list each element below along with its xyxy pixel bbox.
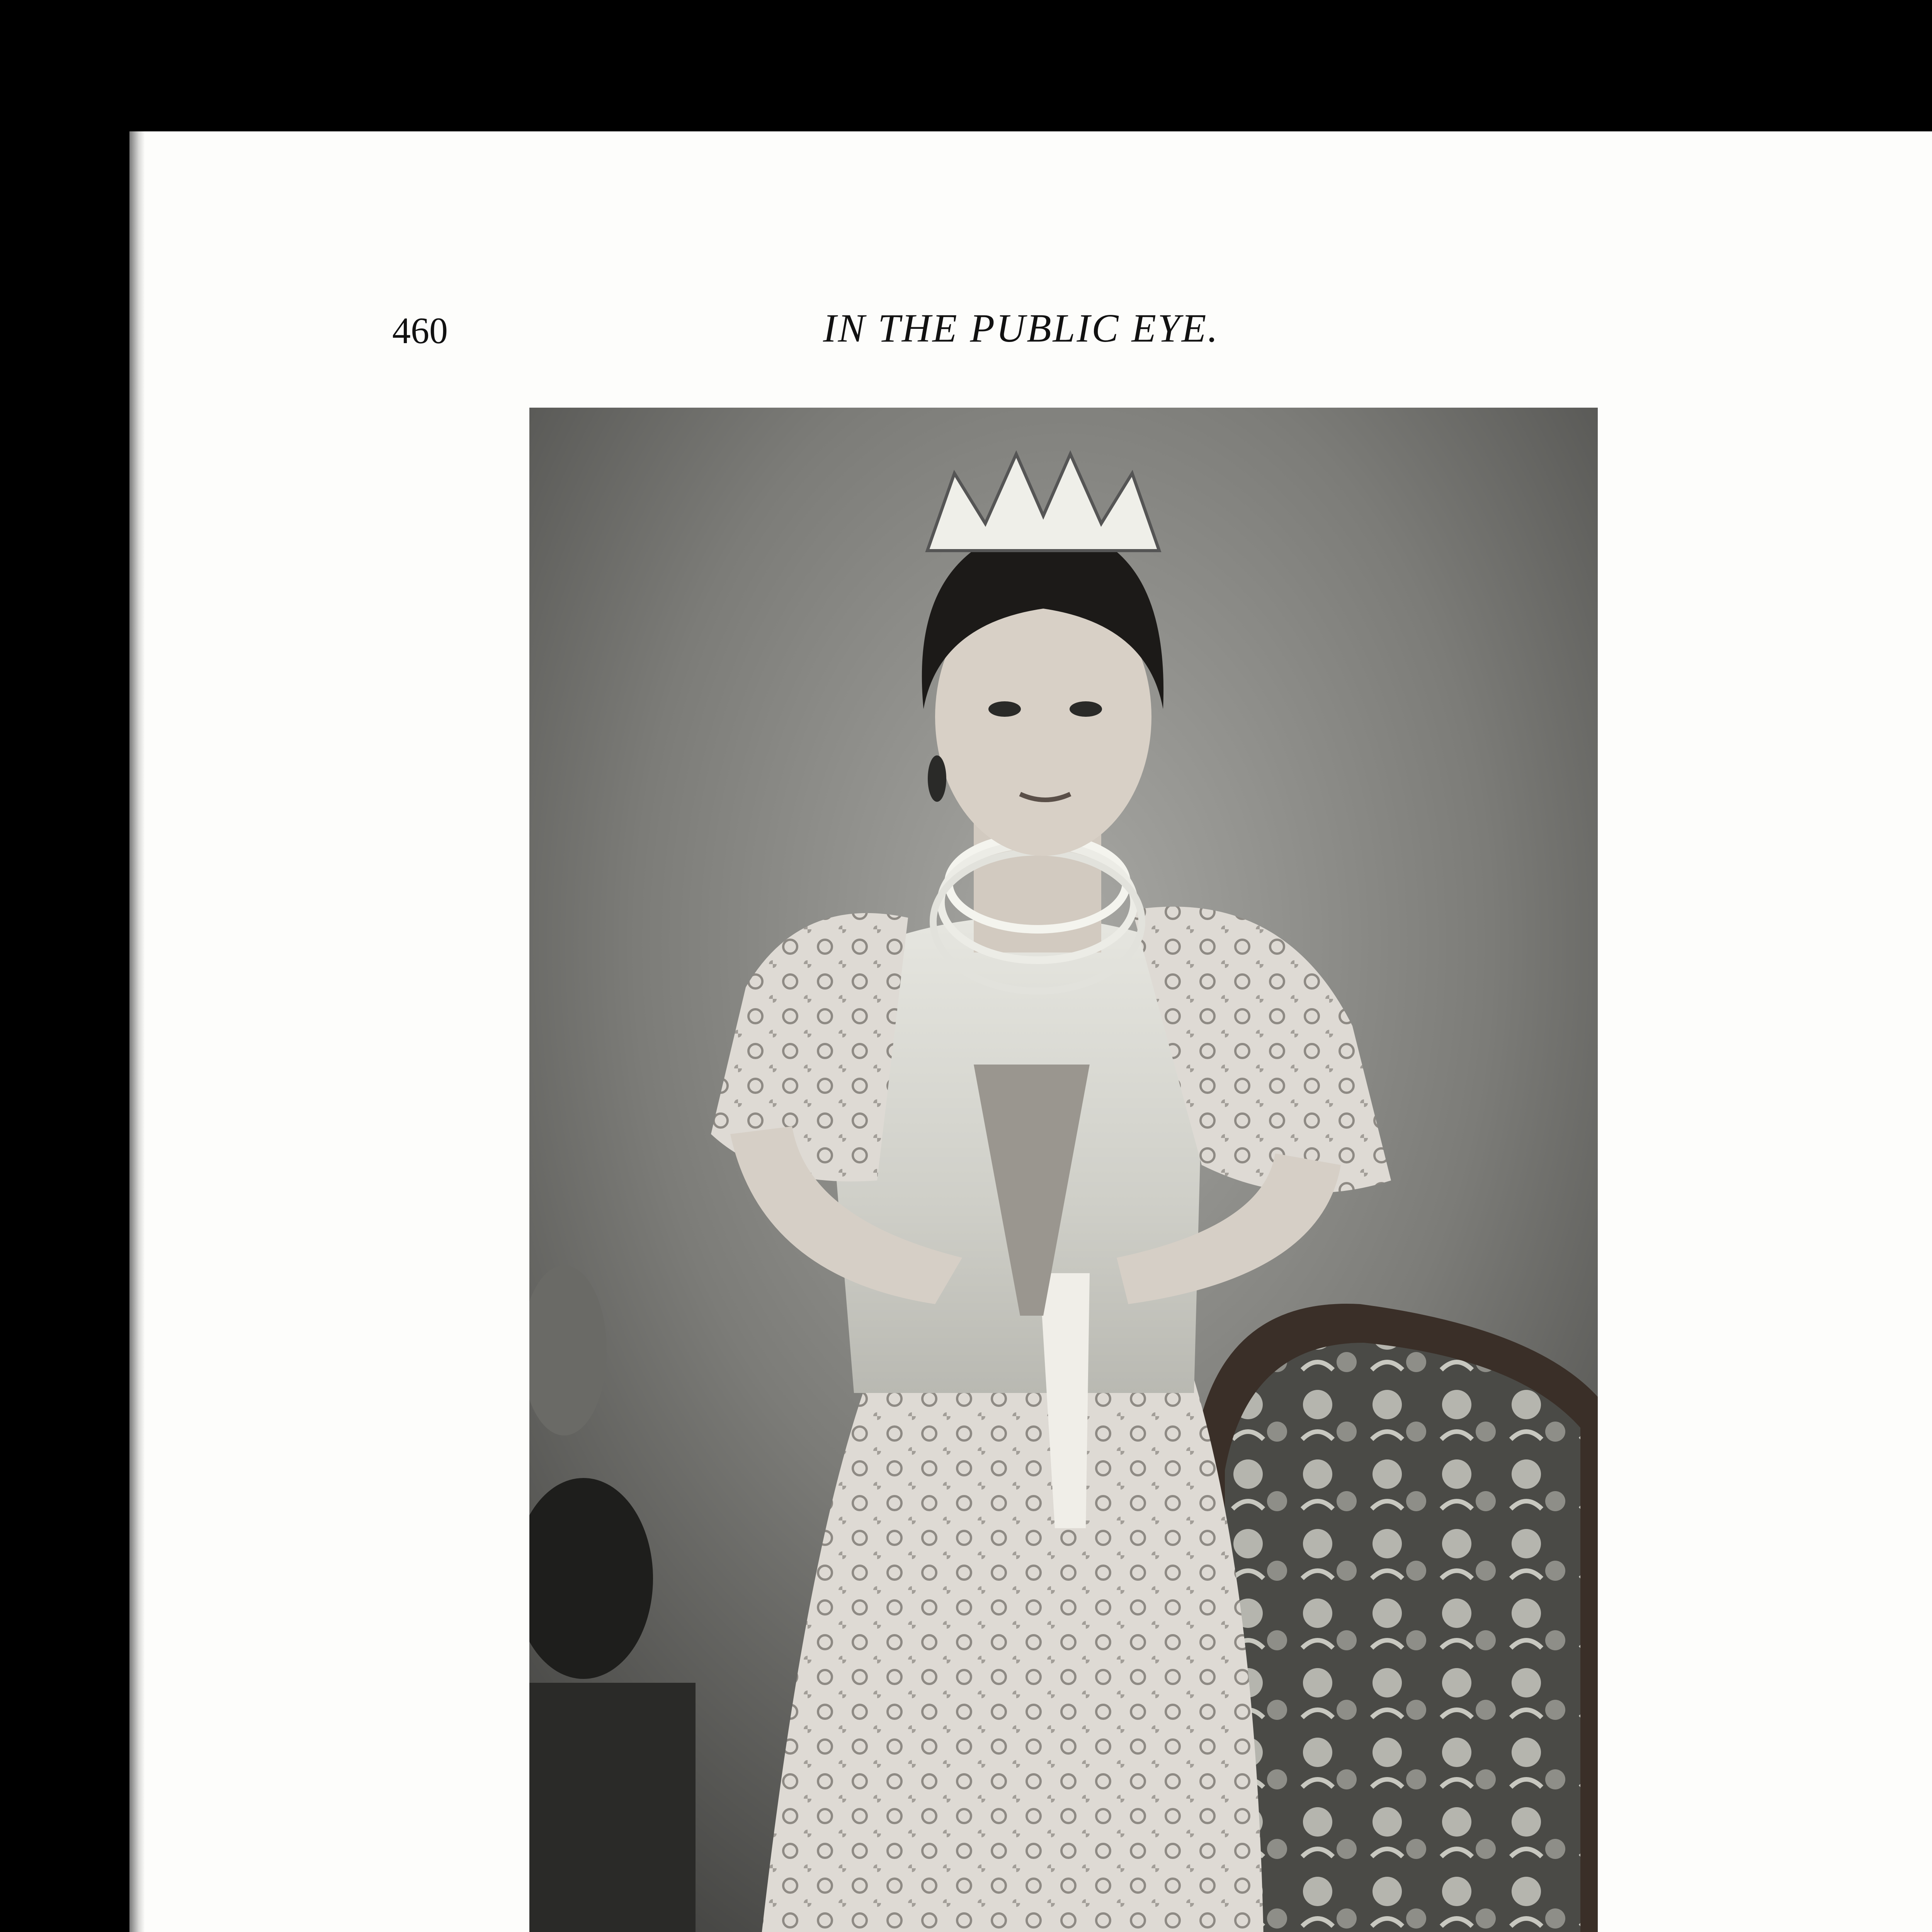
portrait-illustration: [529, 408, 1598, 1932]
earring: [928, 755, 946, 802]
chair-upholstery: [1225, 1343, 1580, 1932]
side-table: [529, 1683, 696, 1932]
left-eye: [988, 701, 1021, 717]
right-eye: [1070, 701, 1102, 717]
running-title: IN THE PUBLIC EYE.: [823, 306, 1219, 350]
page-number: 460: [392, 310, 448, 351]
page-binding-shadow: [129, 131, 145, 1932]
portrait-photograph: [529, 408, 1598, 1932]
